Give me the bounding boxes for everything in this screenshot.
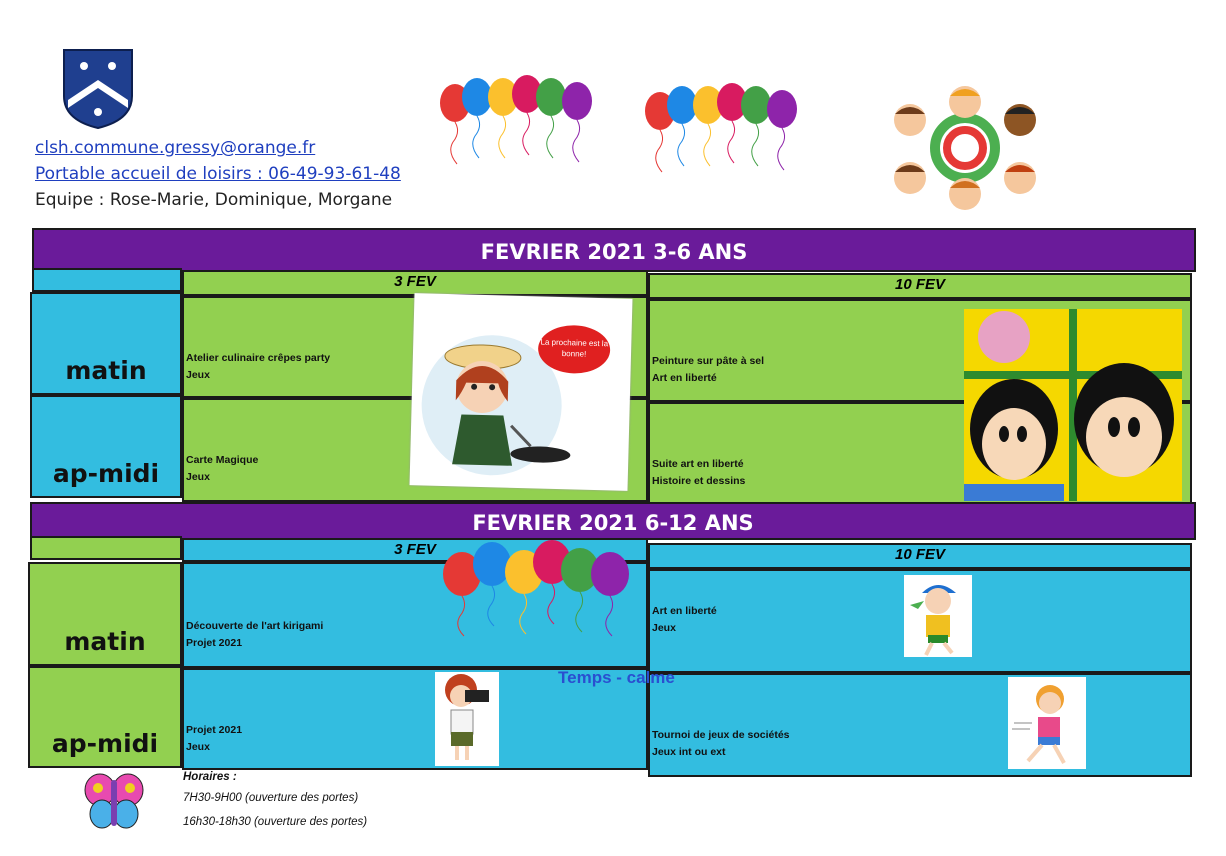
date-header-10fev: 10 FEV: [648, 543, 1192, 569]
row-label-apmidi: [28, 666, 182, 768]
corner-cell: [32, 268, 182, 292]
speech-bubble: La prochaine est la bonne!: [538, 324, 611, 374]
running-girl-image: [1008, 677, 1086, 769]
corner-cell: [30, 536, 182, 560]
coat-of-arms-logo: [62, 48, 134, 130]
row-label-text: ap-midi: [51, 729, 159, 758]
activity-line: Jeux: [186, 741, 210, 753]
date-header-3fev: 3 FEV: [182, 538, 648, 562]
activity-line: Art en liberté: [652, 372, 717, 384]
team-text: Equipe : Rose-Marie, Dominique, Morgane: [35, 190, 393, 210]
crepe-cartoon-image: [410, 293, 633, 491]
balloons-image: [438, 540, 638, 640]
children-circle-image: [870, 82, 1060, 214]
email-link[interactable]: clsh.commune.gressy@orange.fr: [35, 138, 316, 158]
row-label-text: matin: [65, 356, 147, 385]
calm-time-text: Temps - calme: [558, 668, 675, 687]
activity-line: Projet 2021: [186, 724, 243, 736]
mickey-minnie-image: [964, 309, 1182, 501]
balloons-image: [435, 70, 600, 195]
date-header-10fev: 10 FEV: [648, 273, 1192, 299]
activity-line: Projet 2021: [186, 637, 243, 649]
row-label-matin: [30, 292, 182, 395]
hours-title: Horaires :: [183, 771, 237, 783]
date-header-3fev: 3 FEV: [182, 270, 648, 296]
activity-line: Jeux: [186, 369, 210, 381]
activity-line: Suite art en liberté: [652, 458, 744, 470]
activity-cell: [648, 673, 1192, 777]
phone-link[interactable]: Portable accueil de loisirs : 06-49-93-61-48: [35, 164, 401, 184]
activity-line: Jeux int ou ext: [652, 746, 726, 758]
activity-line: Découverte de l'art kirigami: [186, 620, 324, 632]
activity-line: Histoire et dessins: [652, 475, 746, 487]
row-label-text: ap-midi: [52, 459, 160, 488]
balloons-image: [640, 78, 805, 203]
boy-plane-image: [904, 575, 972, 657]
activity-line: Tournoi de jeux de sociétés: [652, 729, 790, 741]
row-label-matin: [28, 562, 182, 666]
activity-line: Art en liberté: [652, 605, 717, 617]
activity-line: Jeux: [186, 471, 210, 483]
activity-line: Peinture sur pâte à sel: [652, 355, 765, 367]
row-label-apmidi: [30, 395, 182, 498]
section-title-3-6: FEVRIER 2021 3-6 ANS: [32, 228, 1196, 272]
row-label-text: matin: [64, 627, 146, 656]
activity-line: Atelier culinaire crêpes party: [186, 352, 331, 364]
butterfly-image: [82, 770, 146, 832]
hours-evening: 16h30-18h30 (ouverture des portes): [183, 816, 368, 828]
section-title-6-12: FEVRIER 2021 6-12 ANS: [30, 502, 1196, 540]
activity-line: Jeux: [652, 622, 676, 634]
photographer-kid-image: [435, 672, 499, 766]
hours-morning: 7H30-9H00 (ouverture des portes): [183, 792, 359, 804]
activity-line: Carte Magique: [186, 454, 259, 466]
